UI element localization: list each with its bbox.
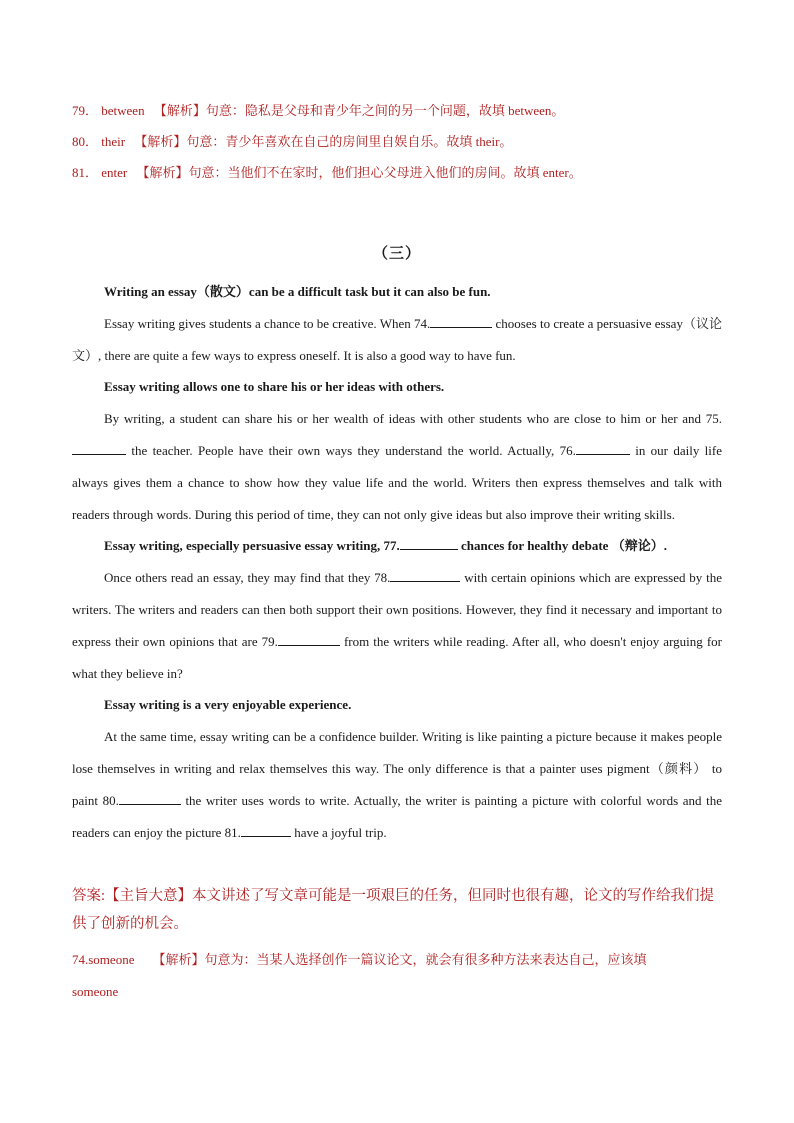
answer-number: 80． [72, 134, 99, 149]
passage-heading: Essay writing allows one to share his or her ideas with others. [104, 379, 445, 395]
cloze-passage [72, 276, 722, 848]
section-title: （三） [372, 246, 421, 262]
answer-block [72, 882, 722, 1008]
analysis-text: 句意：隐私是父母和青少年之间的另一个问题，故填 between。 [205, 103, 565, 118]
analysis-text: 句意：当他们不在家时，他们担心父母进入他们的房间。故填 enter。 [188, 165, 582, 180]
answer-81 [72, 162, 722, 193]
blank-78 [390, 567, 460, 582]
answer-number: 79． [72, 103, 99, 118]
passage-heading: Essay writing is a very enjoyable experience. [104, 697, 352, 713]
passage-paragraph: At the same time, essay writing can be a confidence builder. Writing is like painting a picture because it makes people lose themselves in writing and relax themselves this way. The only difference is that a painter uses pigment（颜料） to paint 80. the writer uses words to write. Actually, the writer is painting a picture with colorful words and the readers can enjoy the picture 81. have a joyful trip. [72, 729, 722, 840]
main-idea: 答案:【主旨大意】本文讲述了写文章可能是一项艰巨的任务，但同时也很有趣，论文的写作给我们提供了创新的机会。 [72, 888, 715, 932]
answer-word: their [101, 134, 126, 149]
blank-79 [278, 631, 340, 646]
answer-74: 74.someone 【解析】句意为：当某人选择创作一篇议论文，就会有很多种方法来表达自己，应该填 someone [72, 952, 647, 999]
analysis-tag: 【解析】 [153, 103, 206, 118]
passage-heading: Writing an essay（散文）can be a difficult task but it can also be fun. [104, 284, 491, 299]
analysis-tag: 【解析】 [136, 165, 189, 180]
answer-80 [72, 131, 722, 162]
passage-heading: Essay writing, especially persuasive essay writing, 77. chances for healthy debate （辩论）. [72, 530, 722, 562]
answer-explanations-top [72, 100, 722, 193]
analysis-tag: 【解析】 [134, 134, 187, 149]
blank-77 [400, 535, 458, 550]
passage-paragraph: Essay writing gives students a chance to be creative. When 74. chooses to create a persuasive essay（议论文）, there are quite a few ways to express oneself. It is also a good way to have fun. [72, 308, 722, 372]
blank-74 [430, 313, 492, 328]
blank-75 [72, 440, 126, 455]
answer-79 [72, 100, 722, 131]
blank-80 [119, 790, 181, 805]
analysis-text: 句意：青少年喜欢在自己的房间里自娱自乐。故填 their。 [186, 134, 513, 149]
answer-number: 81． [72, 165, 99, 180]
blank-76 [576, 440, 630, 455]
blank-81 [241, 822, 291, 837]
answer-word: between [101, 103, 145, 118]
passage-paragraph: By writing, a student can share his or her wealth of ideas with other students who are close to him or her and 75. the teacher. People have their own ways they understand the world. Actually, 76. in our daily life always gives them a chance to show how they value life and the world. Writers then express themselves and talk with readers through words. During this period of time, they can not only give ideas but also improve their writing skills. [72, 411, 722, 522]
passage-paragraph: Once others read an essay, they may find that they 78. with certain opinions which are expressed by the writers. The writers and readers can then both support their own positions. However, they find it necessary and important to express their own opinions that are 79. from the writers while reading. After all, who doesn't enjoy arguing for what they believe in? [72, 562, 722, 689]
answer-word: enter [101, 165, 128, 180]
